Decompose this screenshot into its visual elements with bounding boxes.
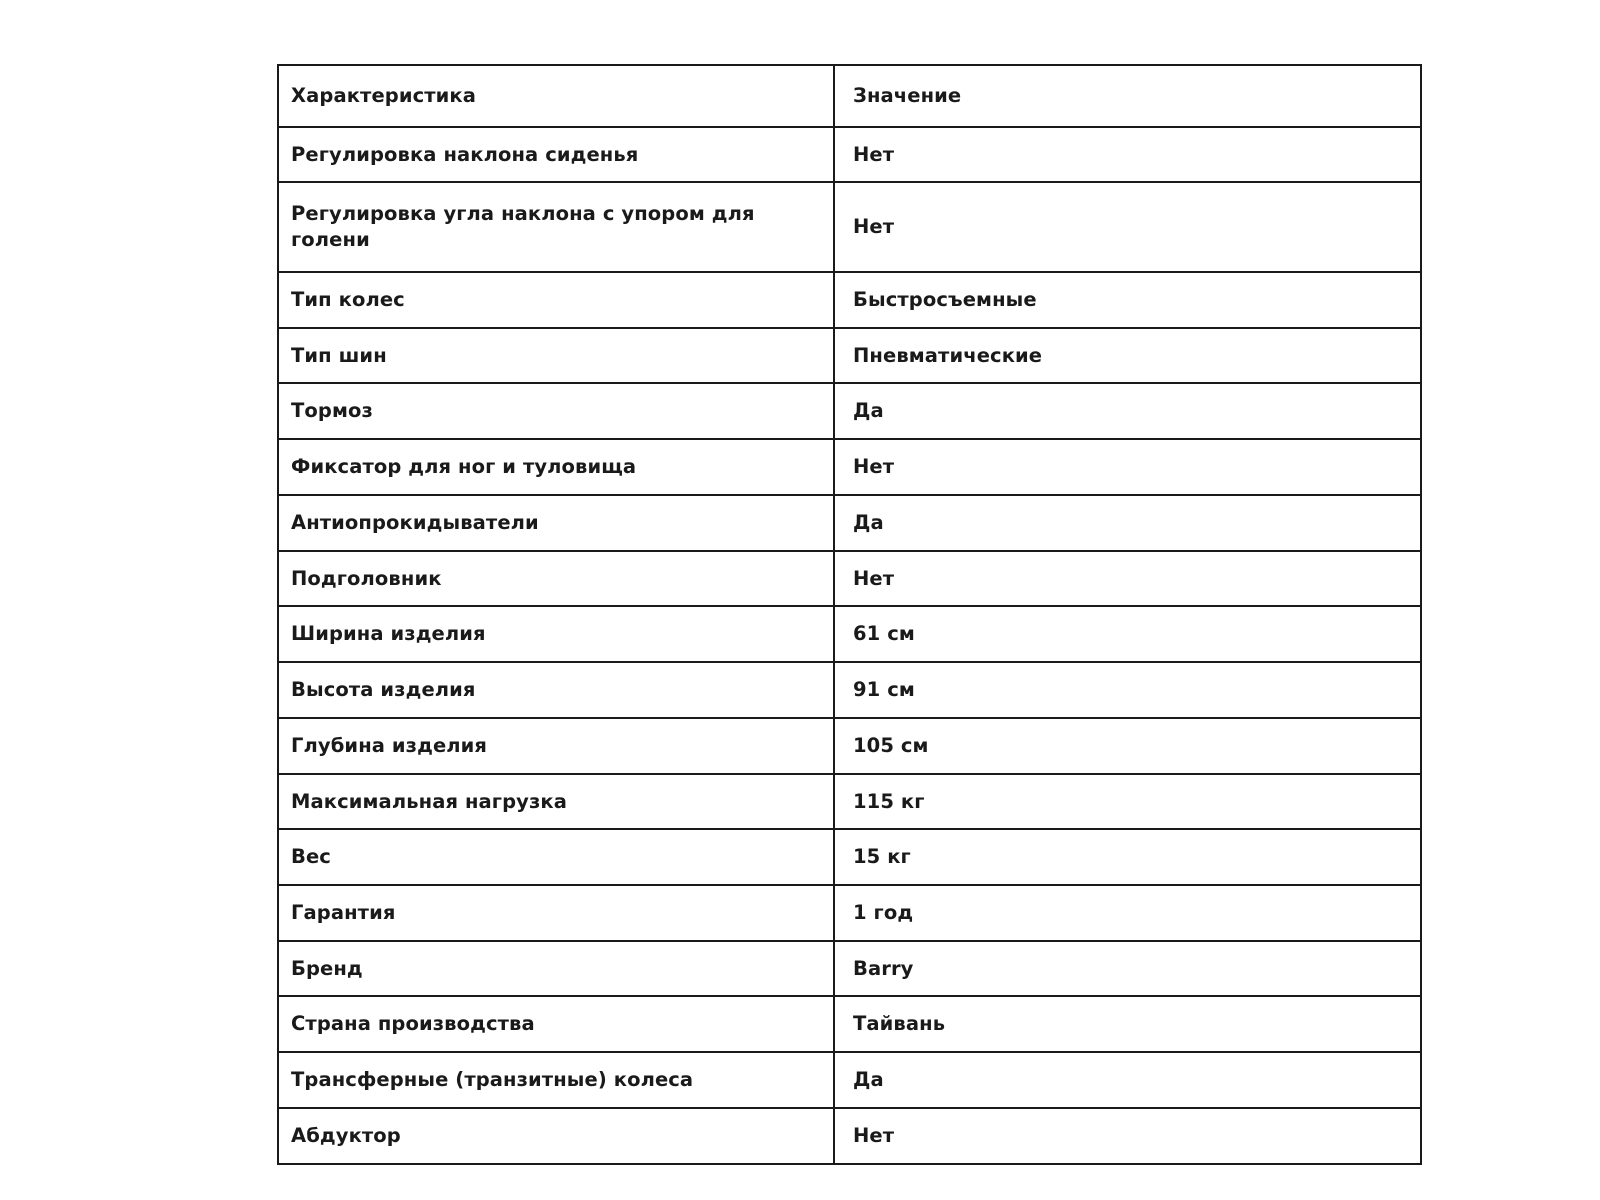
table-row (278, 718, 1421, 774)
table-row (278, 328, 1421, 384)
row-key: Максимальная нагрузка (278, 774, 834, 830)
table-body (278, 65, 1421, 1164)
row-key: Тормоз (278, 383, 834, 439)
table-row (278, 272, 1421, 328)
column-header-characteristic: Характеристика (278, 65, 834, 127)
table-row (278, 774, 1421, 830)
table-row (278, 1108, 1421, 1164)
row-key: Трансферные (транзитные) колеса (278, 1052, 834, 1108)
row-value: Пневматические (834, 328, 1421, 384)
row-key: Тип колес (278, 272, 834, 328)
table-row (278, 383, 1421, 439)
row-key: Высота изделия (278, 662, 834, 718)
row-value: Нет (834, 182, 1421, 271)
table-row (278, 182, 1421, 271)
row-value: Нет (834, 1108, 1421, 1164)
table-row (278, 885, 1421, 941)
row-key: Глубина изделия (278, 718, 834, 774)
row-value: 91 см (834, 662, 1421, 718)
row-value: 105 см (834, 718, 1421, 774)
row-value: Да (834, 1052, 1421, 1108)
row-value: Быстросъемные (834, 272, 1421, 328)
table-row (278, 495, 1421, 551)
table-row (278, 662, 1421, 718)
row-value: 115 кг (834, 774, 1421, 830)
table-row (278, 606, 1421, 662)
row-value: Нет (834, 127, 1421, 183)
row-key: Бренд (278, 941, 834, 997)
row-key: Вес (278, 829, 834, 885)
row-value: Да (834, 383, 1421, 439)
row-value: 1 год (834, 885, 1421, 941)
row-value: Нет (834, 439, 1421, 495)
table-row (278, 1052, 1421, 1108)
row-value: Barry (834, 941, 1421, 997)
row-value: 15 кг (834, 829, 1421, 885)
row-key: Антиопрокидыватели (278, 495, 834, 551)
table-row (278, 439, 1421, 495)
row-value: 61 см (834, 606, 1421, 662)
table-row (278, 829, 1421, 885)
specifications-table-container (277, 64, 1362, 1165)
row-key: Регулировка угла наклона с упором для голени (278, 182, 834, 271)
row-key: Страна производства (278, 996, 834, 1052)
table-row (278, 996, 1421, 1052)
row-key: Фиксатор для ног и туловища (278, 439, 834, 495)
row-key: Ширина изделия (278, 606, 834, 662)
row-key: Подголовник (278, 551, 834, 607)
row-value: Да (834, 495, 1421, 551)
table-row (278, 941, 1421, 997)
row-value: Тайвань (834, 996, 1421, 1052)
row-key: Гарантия (278, 885, 834, 941)
table-row (278, 127, 1421, 183)
row-value: Нет (834, 551, 1421, 607)
table-header-row (278, 65, 1421, 127)
table-row (278, 551, 1421, 607)
column-header-value: Значение (834, 65, 1421, 127)
specifications-table (277, 64, 1422, 1165)
row-key: Тип шин (278, 328, 834, 384)
row-key: Регулировка наклона сиденья (278, 127, 834, 183)
row-key: Абдуктор (278, 1108, 834, 1164)
